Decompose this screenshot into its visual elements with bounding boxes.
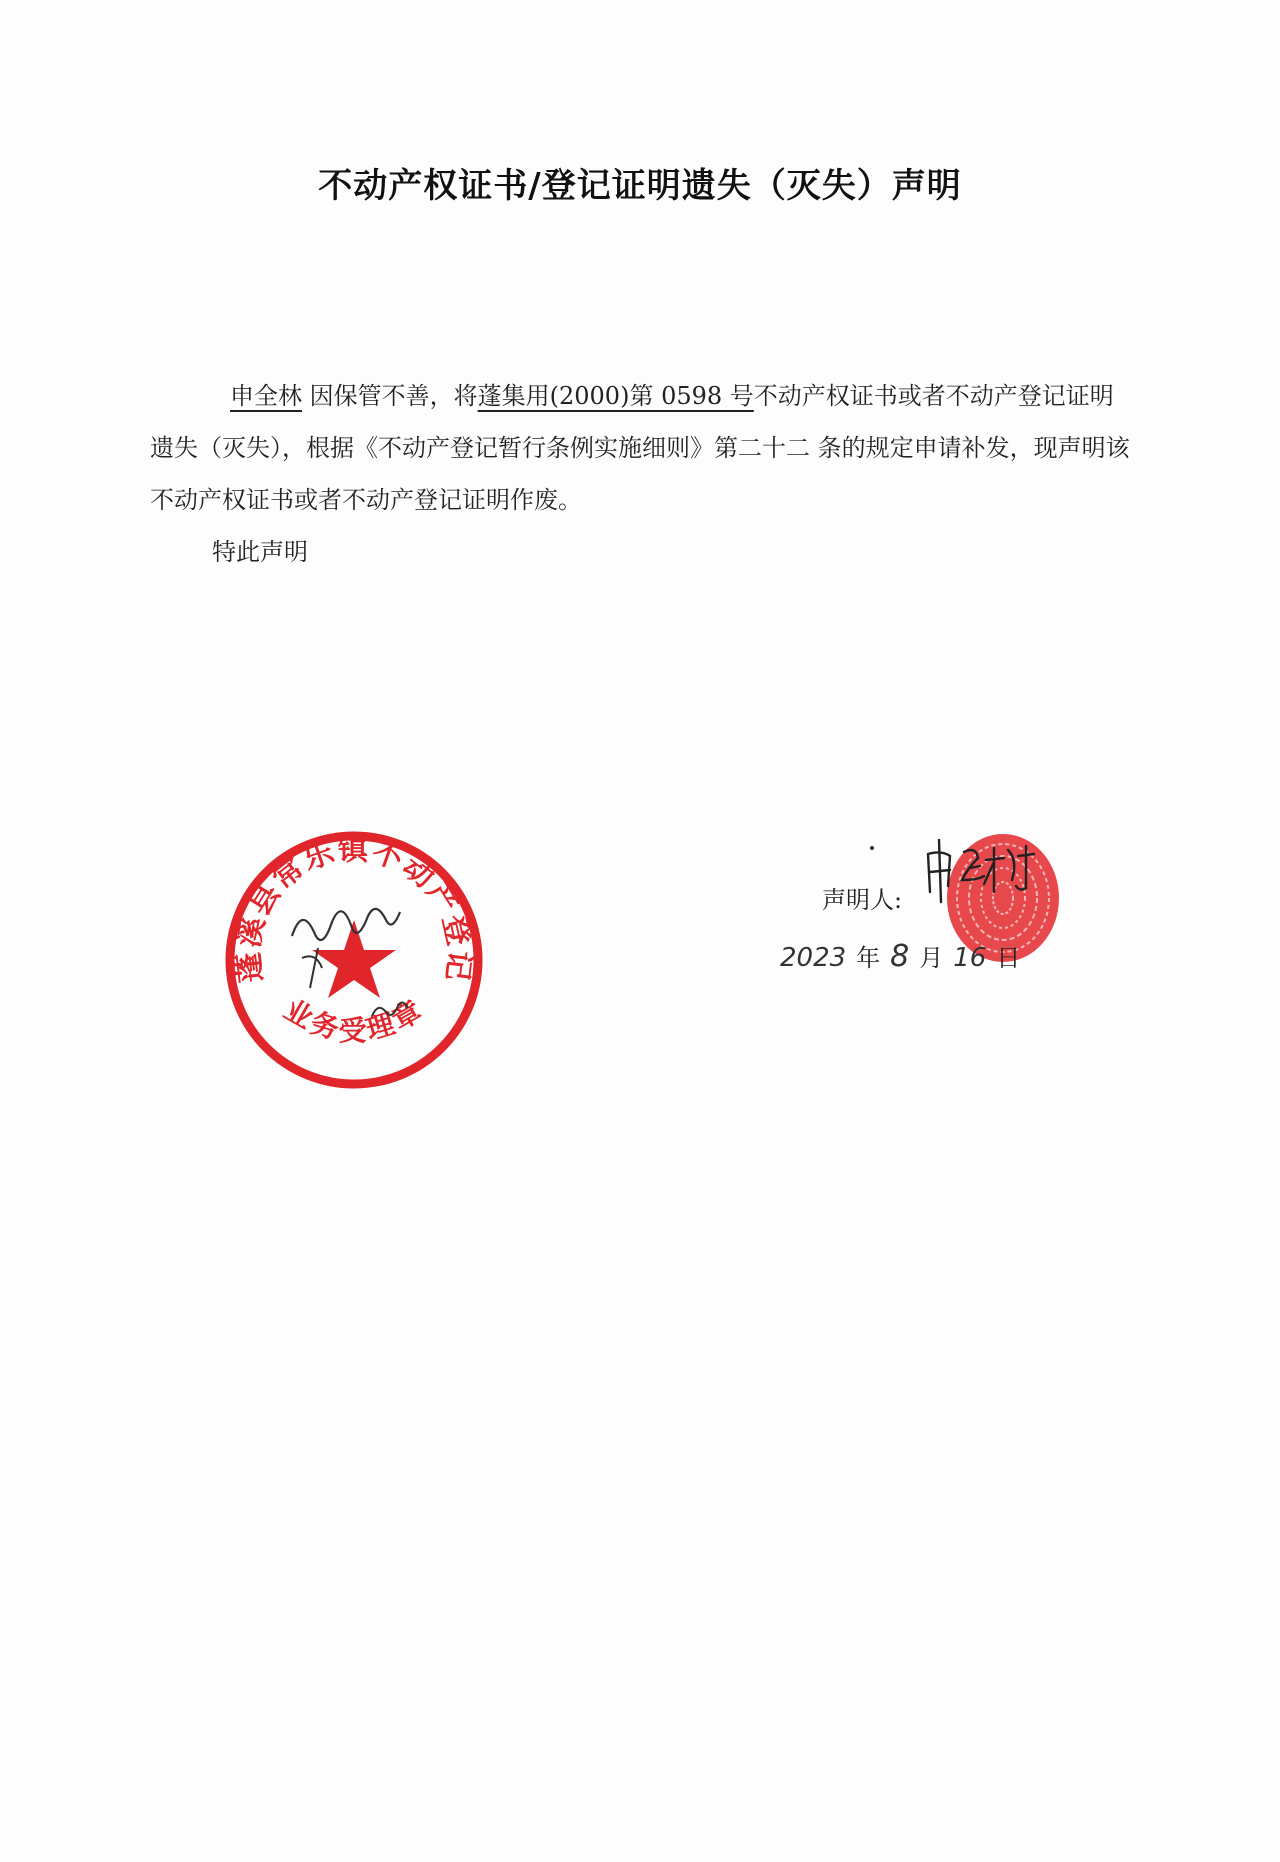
signature-date <box>780 938 1030 974</box>
declarant-label: 声明人: <box>822 886 903 914</box>
document-title: 不动产权证书/登记证明遗失（灭失）声明 <box>318 166 962 206</box>
closing-text: 特此声明 <box>212 538 308 566</box>
declaration-body <box>150 370 1130 578</box>
date-month: 8 <box>890 939 910 974</box>
date-month-label: 月 <box>919 944 944 972</box>
date-day-label: 日 <box>996 944 1021 972</box>
owner-name: 申全林 <box>230 382 302 410</box>
certificate-number: 蓬集用(2000)第 0598 号 <box>477 382 754 410</box>
seal-handwriting <box>292 909 400 940</box>
declaration-paragraph <box>150 370 1130 526</box>
date-year-label: 年 <box>856 944 881 972</box>
seal-top-text: 蓬溪县常乐镇不动产登记 <box>230 832 478 985</box>
paragraph-text-a: 因保管不善，将 <box>302 382 478 410</box>
paragraph-text-b: 不动产权证书或者不动产登记证明遗失（灭失），根据《不动产登记暂行条例实施细则》第二十二 条的规定申请补发，现声明该不动产权证书或者不动产登记证明作废。 <box>150 382 1130 514</box>
seal-bottom-text: 业务受理章 <box>278 992 430 1047</box>
handwritten-signature <box>920 834 1050 904</box>
ink-dot <box>870 846 874 850</box>
official-seal <box>222 828 486 1092</box>
date-day: 16 <box>953 943 987 973</box>
date-year: 2023 <box>780 943 847 973</box>
